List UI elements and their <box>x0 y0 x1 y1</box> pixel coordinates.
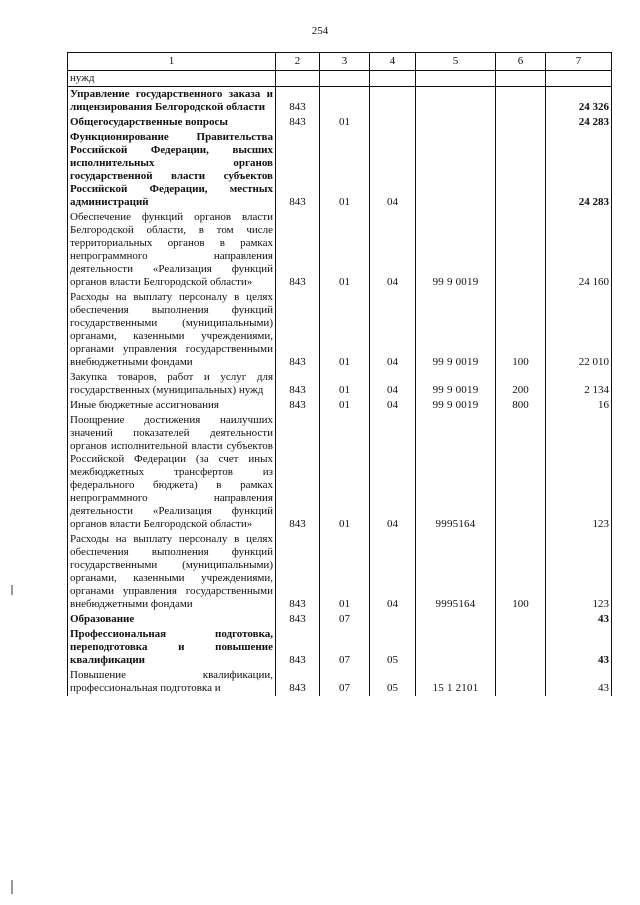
target-article: 99 9 0019 <box>416 210 496 290</box>
col-header-5: 5 <box>416 53 496 71</box>
ministry-code: 843 <box>276 87 320 116</box>
expense-type <box>496 87 546 116</box>
col-header-7: 7 <box>546 53 612 71</box>
amount <box>546 71 612 87</box>
expense-type: 100 <box>496 290 546 370</box>
subsection-code: 04 <box>370 130 416 210</box>
ministry-code: 843 <box>276 210 320 290</box>
item-name: Расходы на выплату персоналу в целях обеспечения выполнения функций государственными (муниципальными) органами, казенными учреждениями, органами управления государственными внебюджетными фондами <box>68 290 276 370</box>
ministry-code: 843 <box>276 532 320 612</box>
expense-type: 100 <box>496 532 546 612</box>
table-row <box>68 71 612 87</box>
page-number: 254 <box>311 25 329 37</box>
ministry-code: 843 <box>276 668 320 696</box>
target-article <box>416 115 496 130</box>
amount: 16 <box>546 398 612 413</box>
target-article <box>416 71 496 87</box>
section-code: 01 <box>320 370 370 398</box>
item-name: нужд <box>68 71 276 87</box>
target-article: 15 1 2101 <box>416 668 496 696</box>
table-row <box>68 87 612 116</box>
amount: 123 <box>546 532 612 612</box>
item-name: Иные бюджетные ассигнования <box>68 398 276 413</box>
ministry-code: 843 <box>276 290 320 370</box>
expense-type: 800 <box>496 398 546 413</box>
item-name: Функционирование Правительства Российской Федерации, высших исполнительных органов государственной власти субъектов Российской Федерации, местных администраций <box>68 130 276 210</box>
expense-type <box>496 210 546 290</box>
subsection-code: 05 <box>370 668 416 696</box>
target-article <box>416 130 496 210</box>
subsection-code <box>370 612 416 627</box>
amount: 24 283 <box>546 115 612 130</box>
target-article <box>416 612 496 627</box>
table-row <box>68 413 612 532</box>
item-name: Обеспечение функций органов власти Белгородской области, в том числе территориальных органов в рамках непрограммного направления деятельности «Реализация функций органов власти Белгородской области» <box>68 210 276 290</box>
ministry-code: 843 <box>276 612 320 627</box>
ministry-code: 843 <box>276 398 320 413</box>
section-code: 01 <box>320 210 370 290</box>
table-row <box>68 370 612 398</box>
target-article: 9995164 <box>416 532 496 612</box>
table-row <box>68 627 612 668</box>
expense-type <box>496 627 546 668</box>
ministry-code: 843 <box>276 413 320 532</box>
amount: 43 <box>546 612 612 627</box>
table-row <box>68 612 612 627</box>
subsection-code: 05 <box>370 627 416 668</box>
target-article: 99 9 0019 <box>416 398 496 413</box>
target-article: 99 9 0019 <box>416 370 496 398</box>
subsection-code: 04 <box>370 413 416 532</box>
amount: 43 <box>546 668 612 696</box>
subsection-code: 04 <box>370 370 416 398</box>
table-row <box>68 668 612 696</box>
subsection-code: 04 <box>370 398 416 413</box>
section-code: 01 <box>320 532 370 612</box>
col-header-2: 2 <box>276 53 320 71</box>
section-code <box>320 87 370 116</box>
expense-type <box>496 71 546 87</box>
target-article: 9995164 <box>416 413 496 532</box>
amount: 2 134 <box>546 370 612 398</box>
section-code: 01 <box>320 130 370 210</box>
section-code: 07 <box>320 627 370 668</box>
item-name: Расходы на выплату персоналу в целях обеспечения выполнения функций государственными (муниципальными) органами, казенными учреждениями, органами управления государственными внебюджетными фондами <box>68 532 276 612</box>
table-row <box>68 210 612 290</box>
item-name: Образование <box>68 612 276 627</box>
subsection-code <box>370 71 416 87</box>
ministry-code: 843 <box>276 130 320 210</box>
section-code: 01 <box>320 290 370 370</box>
ministry-code: 843 <box>276 627 320 668</box>
table-row <box>68 115 612 130</box>
subsection-code: 04 <box>370 532 416 612</box>
scan-edge-mark <box>11 880 13 894</box>
ministry-code: 843 <box>276 115 320 130</box>
subsection-code: 04 <box>370 290 416 370</box>
subsection-code: 04 <box>370 210 416 290</box>
expense-type <box>496 413 546 532</box>
expense-type <box>496 668 546 696</box>
expense-type <box>496 612 546 627</box>
subsection-code <box>370 87 416 116</box>
ministry-code <box>276 71 320 87</box>
section-code: 07 <box>320 668 370 696</box>
table-row <box>68 290 612 370</box>
amount: 22 010 <box>546 290 612 370</box>
section-code: 07 <box>320 612 370 627</box>
amount: 24 160 <box>546 210 612 290</box>
item-name: Закупка товаров, работ и услуг для государственных (муниципальных) нужд <box>68 370 276 398</box>
ministry-code: 843 <box>276 370 320 398</box>
amount: 24 283 <box>546 130 612 210</box>
item-name: Поощрение достижения наилучших значений показателей деятельности органов исполнительной власти субъектов Российской Федерации (за счет иных межбюджетных трансфертов из федерального бюджета) в рамках непрограммного направления деятельности «Реализация функций органов власти Белгородской области» <box>68 413 276 532</box>
col-header-6: 6 <box>496 53 546 71</box>
expense-type <box>496 115 546 130</box>
item-name: Повышение квалификации, профессиональная подготовка и <box>68 668 276 696</box>
target-article <box>416 87 496 116</box>
col-header-4: 4 <box>370 53 416 71</box>
table-row <box>68 398 612 413</box>
section-code <box>320 71 370 87</box>
amount: 123 <box>546 413 612 532</box>
item-name: Управление государственного заказа и лицензирования Белгородской области <box>68 87 276 116</box>
table-row <box>68 130 612 210</box>
target-article <box>416 627 496 668</box>
item-name: Общегосударственные вопросы <box>68 115 276 130</box>
section-code: 01 <box>320 115 370 130</box>
section-code: 01 <box>320 398 370 413</box>
expense-type: 200 <box>496 370 546 398</box>
col-header-3: 3 <box>320 53 370 71</box>
table-row <box>68 532 612 612</box>
scan-edge-mark <box>11 585 13 595</box>
target-article: 99 9 0019 <box>416 290 496 370</box>
expense-type <box>496 130 546 210</box>
budget-table <box>67 52 612 696</box>
amount: 43 <box>546 627 612 668</box>
section-code: 01 <box>320 413 370 532</box>
subsection-code <box>370 115 416 130</box>
amount: 24 326 <box>546 87 612 116</box>
col-header-1: 1 <box>68 53 276 71</box>
header-row <box>68 53 612 71</box>
item-name: Профессиональная подготовка, переподготовка и повышение квалификации <box>68 627 276 668</box>
